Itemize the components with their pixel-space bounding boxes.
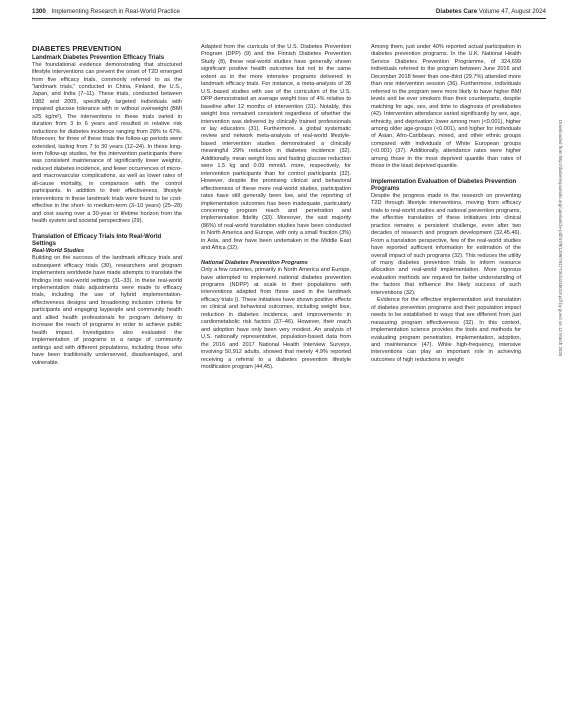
running-header-right [436, 8, 546, 15]
paragraph: Evidence for the effective implementation and translation of diabetes prevention programs and their population impact needs to be established in ways that are different from just measuring program effectiveness (32). In this context, implementation science provides the tools and methods for evaluating program penetration, implementation, adoption, and maintenance (47). While high-frequency, intensive interventions can play an important role in achieving outcomes of high reductions in weight [371, 297, 521, 363]
subsection-title-translation: Translation of Efficacy Trials Into Real-World Settings [32, 232, 162, 248]
page-number: 1300 [32, 8, 46, 15]
subsubsection-title-real-world-studies: Real-World Studies [32, 247, 85, 254]
paragraph: Adapted from the curricula of the U.S. Diabetes Prevention Program (DPP) (9) and the Finnish Diabetes Prevention Study (8), these real-world studies have generally shown significant positive health outcomes but not to the same extent as in the more intensive programs delivered in landmark efficacy trials. For instance, a meta-analysis of 28 U.S.-based studies with use of the curriculum of the U.S. DPP demonstrated an average weight loss of 4% relative to baseline after 12 months of intervention (31). Notably, this weight loss remained consistent regardless of whether the intervention was delivered by clinically trained professionals or lay educators (31). Furthermore, a global systematic review and network meta-analysis of real-world lifestyle-based intervention studies demonstrated a clinically meaningful 29% reduction in diabetes incidence (32). Additionally, mean weight loss and fasting glucose reduction were 1.5 kg and 0.09 mmol/L more, respectively, for intervention participants than for control participants (32). However, despite the promising clinical and behavioral effectiveness of these more real-world studies, participation rates have still generally been low, and the reporting of implementation outcomes has been inadequate, particularly concerning program reach and penetration and implementation fidelity (33). Moreover, the vast majority (86%) of real-world translation studies have been conducted in North America and Europe, with only a small fraction (3%) in Asia, and few have been undertaken in the Middle East and Africa (32). [201, 44, 351, 252]
column-1 [32, 44, 182, 367]
journal-name: Diabetes Care [435, 8, 478, 15]
column-2 [201, 44, 351, 371]
subsection-title-landmark-trials: Landmark Diabetes Prevention Efficacy Trials [32, 54, 165, 61]
download-notice: Downloaded from http://diabetesjournals.org/care/article-pdf/47/8/1296/791773/dci240019.pdf by guest on 12 March 2025 [558, 120, 563, 357]
subsubsection-title-national-programs: National Diabetes Prevention Programs [201, 259, 308, 266]
download-side-note [558, 120, 566, 540]
header-rule [32, 18, 546, 19]
paragraph: Despite the progress made in the research on preventing T2D through lifestyle interventions, moving from efficacy trials to real-world studies and national prevention programs, the effective translation of these initiatives into clinical practice remains a persistent challenge, even after two decades of research and program development (32,45,46). From a translation perspective, few of the real-world studies have reported sufficient information for estimation of the overall impact of such programs (32). This reduces the utility of many diabetes prevention trials to inform resource allocation and real-world implementation. More rigorous evaluation methods are required for better understanding of the factors that influence the likely success of such interventions (32). [371, 192, 521, 296]
volume-date: Volume 47, August 2024 [478, 8, 546, 15]
running-header-left [32, 8, 180, 15]
paragraph: The foundational evidence demonstrating that structured lifestyle interventions can prevent the onset of T2D emerged from five efficacy trials, commonly referred to as the “landmark trials,” conducted in China, Finland, the U.S., Japan, and India (7–11). These trials, conducted between 1982 and 2005, specifically targeted individuals with impaired glucose tolerance with or without overweight (BMI ≥25 kg/m²). The interventions in these trials varied in duration from 3 to 6 years and resulted in relative risk reductions for diabetes incidence ranging from 28% to 67%. Moreover, for three of these trials the follow-up periods were extended, lasting from 7 to 30 years (12–24). In these long-term follow-up studies, for the intervention participants there was consistent maintenance of significantly lower weights, reduced diabetes incidence, and fewer occurrences of micro- and macrovascular complications, as well as lower rates of all-cause mortality, in comparison with the control participants. In addition to their effectiveness, lifestyle interventions in these landmark trials were found to be cost-effective in the short- to medium-term (3–10 years) (25–28) and cost saving over a 30-year or lifetime horizon from the health system and societal perspectives (29). [32, 61, 182, 225]
paragraph: Only a few countries, primarily in North America and Europe, have attempted to implement national diabetes prevention programs (NDPP) at scale in their populations with interventions adapted from those used in the landmark efficacy trials (). These initiatives have shown positive effects on clinical and behavioral outcomes, including weight loss, reduction in diabetes incidence, and improvements in cardiometabolic risk factors (37–46). However, their reach and adoption have only been very modest. An analysis of U.S. nationally representative, population-based data from the 2016 and 2017 National Health Interview Surveys, involving 50,912 adults, showed that merely 4.9% reported receiving a referral to a diabetes prevention lifestyle modification program (44,45). [201, 267, 351, 370]
subsection-title-implementation-evaluation: Implementation Evaluation of Diabetes Prevention Programs [371, 177, 517, 193]
running-title: Implementing Research in Real-World Practice [51, 8, 180, 15]
column-3 [371, 44, 521, 364]
section-title: DIABETES PREVENTION [32, 44, 122, 53]
paragraph: Building on the success of the landmark efficacy trials and subsequent efficacy trials (30), researchers and program implementers worldwide have made attempts to translate the findings into real-world settings (31–33). In these real-world implementation trials adjustments were made to efficacy trials, including the use of hybrid implementation-effectiveness designs and broadening inclusion criteria for participants and engaging laypeople and community health and allied health professionals for program delivery to increase the reach of programs in order to achieve public health impact. Investigators also evaluated the implementation of programs in a range of community settings and with different populations, including those who have been traditionally underserved, disadvantaged, and vulnerable. [32, 255, 182, 366]
paragraph: Among them, just under 40% reported actual participation in diabetes prevention programs. In the U.K. National Health Service Diabetes Prevention Programme, of 324,699 individuals referred to the program between June 2016 and December 2018 fewer than one-third (29.7%) attended more than one intervention session (36). Furthermore, individuals referred to the program were more likely to have higher BMI levels and be ever smokers than their counterparts, despite matching for age, sex, and time to diagnosis of prediabetes (42). Intervention attendance varied significantly by sex, age, ethnicity, and deprivation: lower among men (<0.001), higher among older age-groups (<0.001), and higher for individuals of Asian, Afro-Caribbean, mixed, and other ethnic groups compared with individuals of White European groups (<0.001) (37). Additionally, attendance rates were higher among those in the most deprived quantile than rates of those in the least deprived quantile. [371, 44, 521, 170]
